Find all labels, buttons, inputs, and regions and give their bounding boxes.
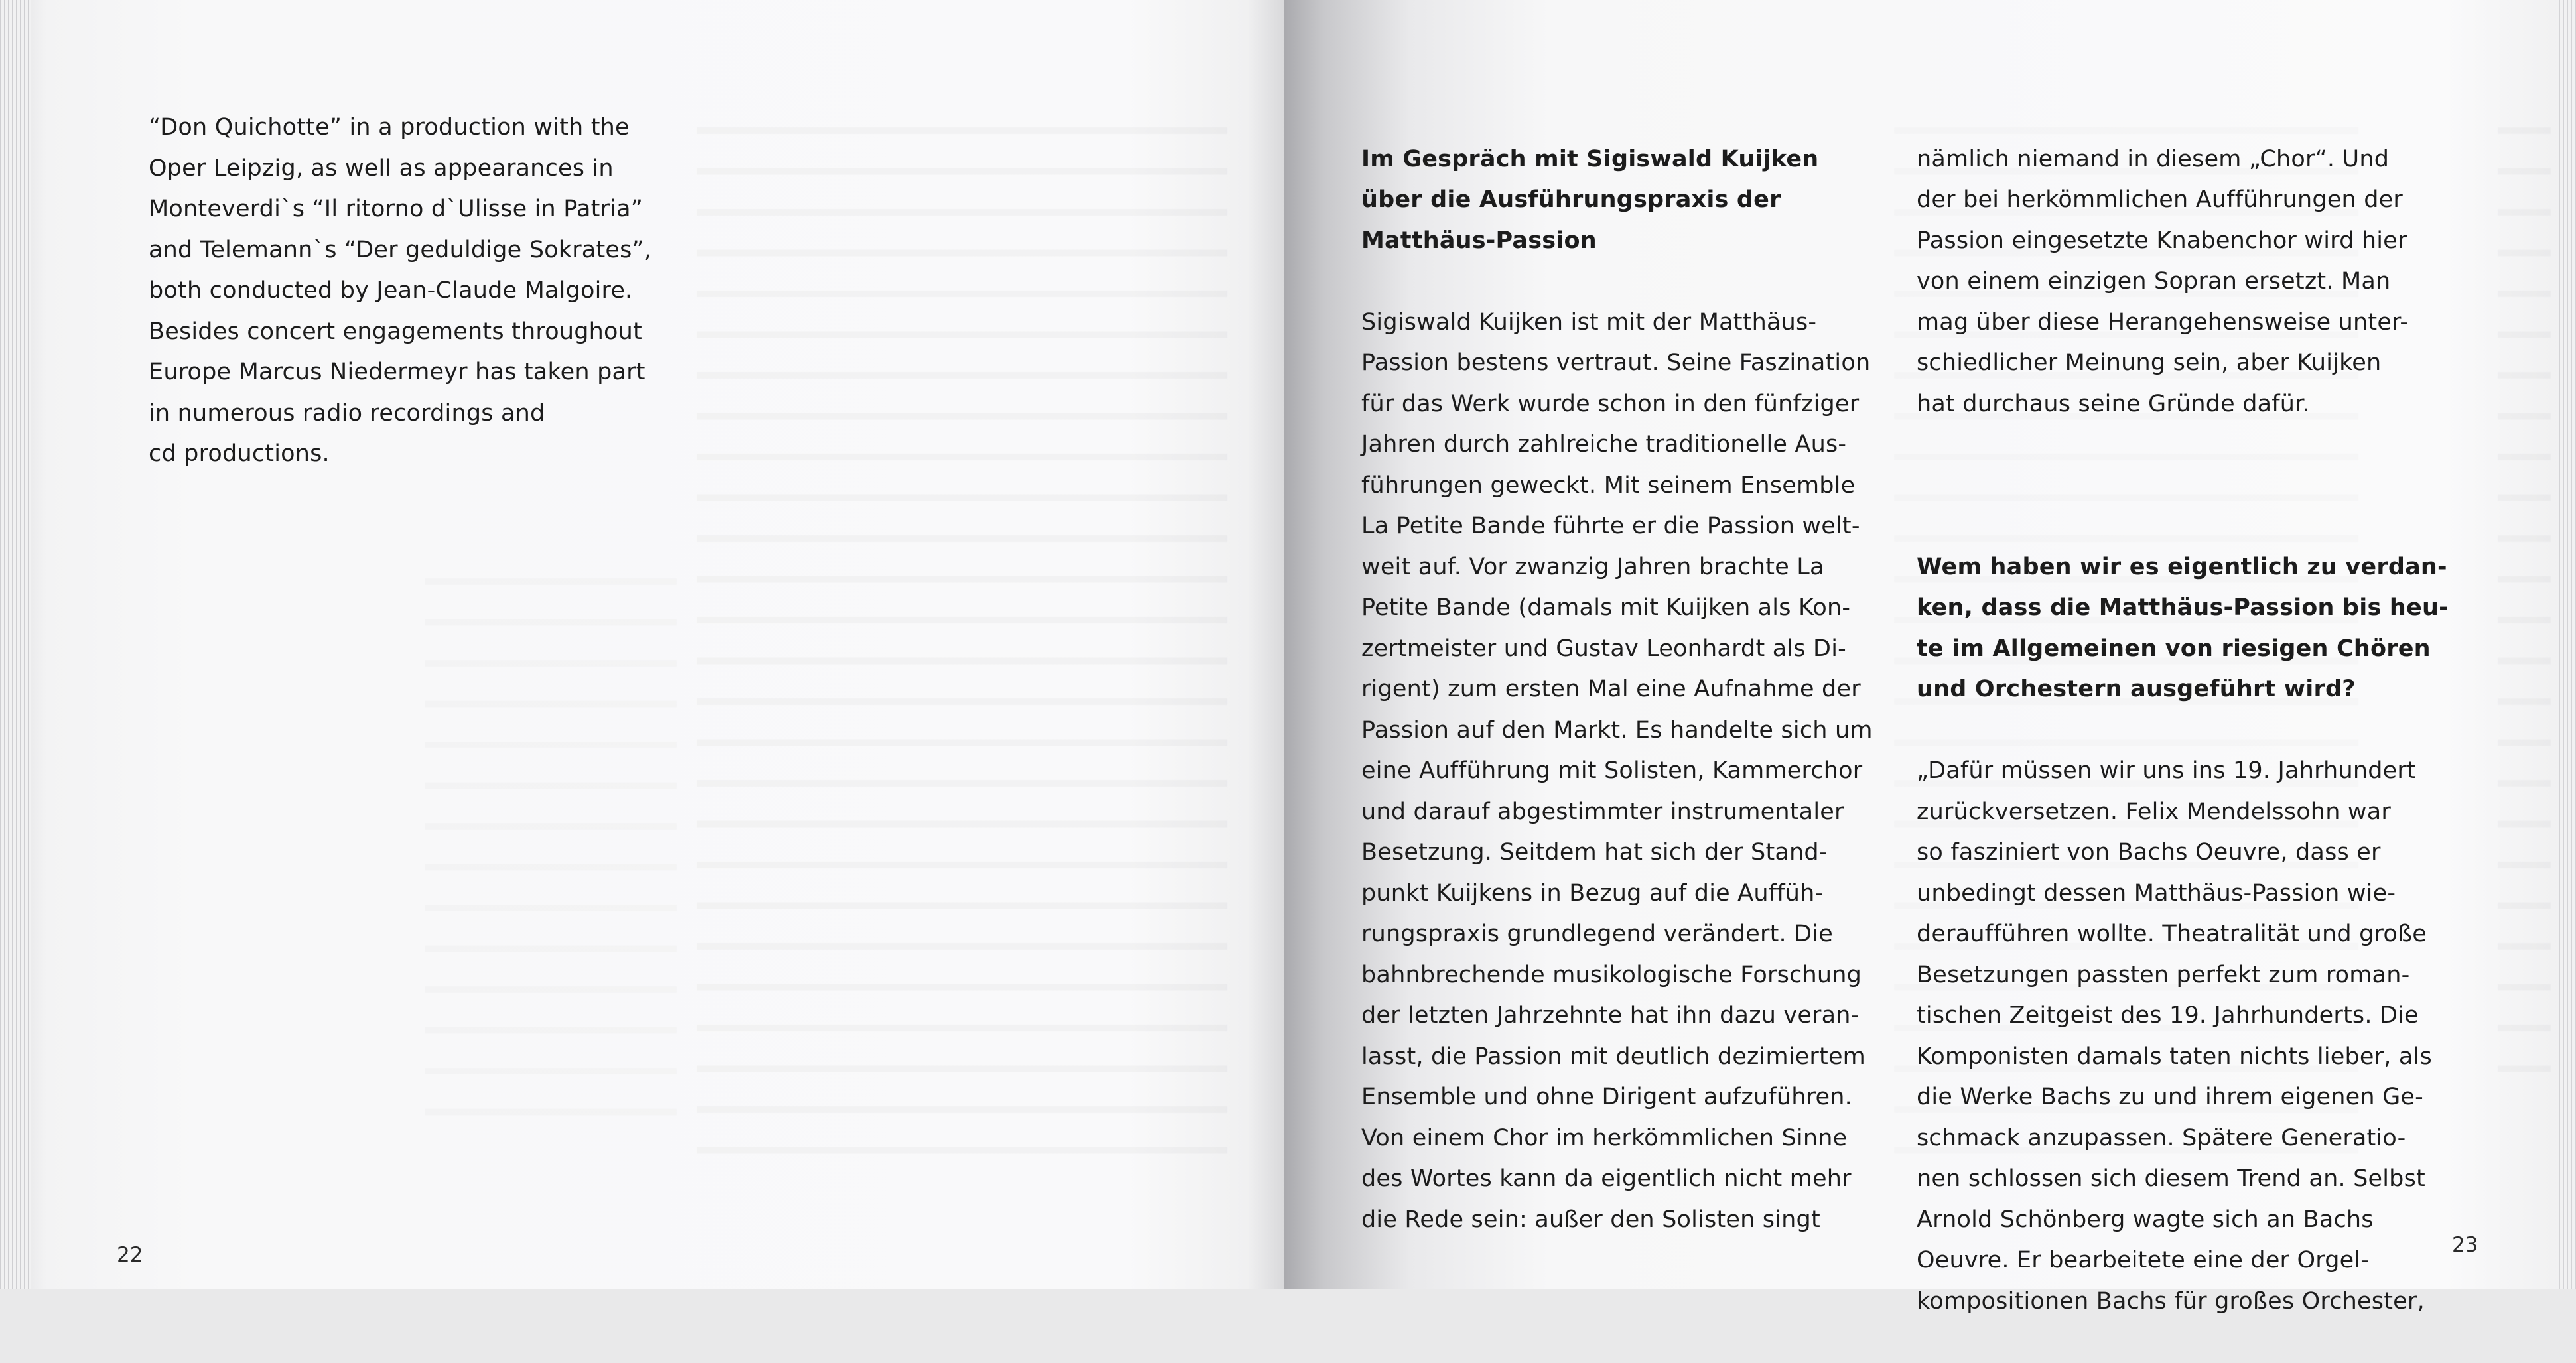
column-2-body-a: nämlich niemand in diesem „Chor“. Und der bei herkömmlichen Aufführungen der Passion eingesetzte Knabenchor wird hier von einem einzigen Sopran ersetzt. Man mag über diese Herangehensweise unter- schiedlicher Meinung sein, aber Kuijken hat durchaus seine Gründe dafür. [1917,145,2409,417]
column-1-body: Sigiswald Kuijken ist mit der Matthäus- Passion bestens vertraut. Seine Faszination für das Werk wurde schon in den fünfziger Jahren durch zahlreiche traditionelle Aus- führungen geweckt. Mit seinem Ensemble La Petite Bande führte er die Passion welt- weit auf. Vor zwanzig Jahren brachte La Petite Bande (damals mit Kuijken als Kon- zertmeister und Gustav Leonhardt als Di- rigent) zum ersten Mal eine Aufnahme der Passion auf den Markt. Es handelte sich um eine Aufführung mit Solisten, Kammerchor und darauf abgestimmter instrumentaler Besetzung. Seitdem hat sich der Stand- punkt Kuijkens in Bezug auf die Auffüh- rungspraxis grundlegend verändert. Die bahnbrechende musikologische Forschung der letzten Jahrzehnte hat ihn dazu veran- lasst, die Passion mit deutlich dezimiertem Ensemble und ohne Dirigent aufzuführen. Von einem Chor im herkömmlichen Sinne des Wortes kann da eigentlich nicht mehr die Rede sein: außer den Solisten singt [1361,308,1873,1233]
show-through-texture-2 [425,551,677,1147]
biography-text: “Don Quichotte” in a production with the Oper Leipzig, as well as appearances in Monteverdi`s “Il ritorno d`Ulisse in Patria” and Telemann`s “Der geduldige Sokrates”, both conducted by Jean-Claude Malgoire. Besides concert engagements throughout Europe Marcus Niedermeyr has taken part in numerous radio recordings and cd productions. [149,114,652,467]
right-page [1284,0,2576,1315]
article-heading: Im Gespräch mit Sigiswald Kuijken über die Ausführungspraxis der Matthäus-Passion [1361,145,1819,254]
page-number-right: 23 [2452,1233,2478,1257]
interview-column-2 [1917,98,2461,1363]
page-edges-right [2556,0,2576,1289]
column-2-body-b: „Dafür müssen wir uns ins 19. Jahrhundert zurückversetzen. Felix Mendelssohn war so fasziniert von Bachs Oeuvre, dass er unbedingt dessen Matthäus-Passion wie- deraufführen wollte. Theatralität und große Besetzungen passten perfekt zum roman- tischen Zeitgeist des 19. Jahrhunderts. Die Komponisten damals taten nichts lieber, als die Werke Bachs zu und ihrem eigenen Ge- schmack anzupassen. Spätere Generatio- nen schlossen sich diesem Trend an. Selbst Arnold Schönberg wagte sich an Bachs Oeuvre. Er bearbeitete eine der Orgel- kompositionen Bachs für großes Orchester, [1917,757,2432,1315]
interview-column-1 [1361,98,1892,1281]
show-through-texture-right-edge [2498,99,2551,1094]
page-edges [0,0,31,1289]
page-number-left: 22 [117,1243,143,1267]
show-through-texture [697,99,1227,1161]
paragraph-gap [1917,466,2461,507]
left-page [0,0,1284,1289]
interview-question: Wem haben wir es eigentlich zu verdan- ken, dass die Matthäus-Passion bis heu- te im Allgemeinen von riesigen Chören und Orchestern ausgeführt wird? [1917,553,2449,702]
